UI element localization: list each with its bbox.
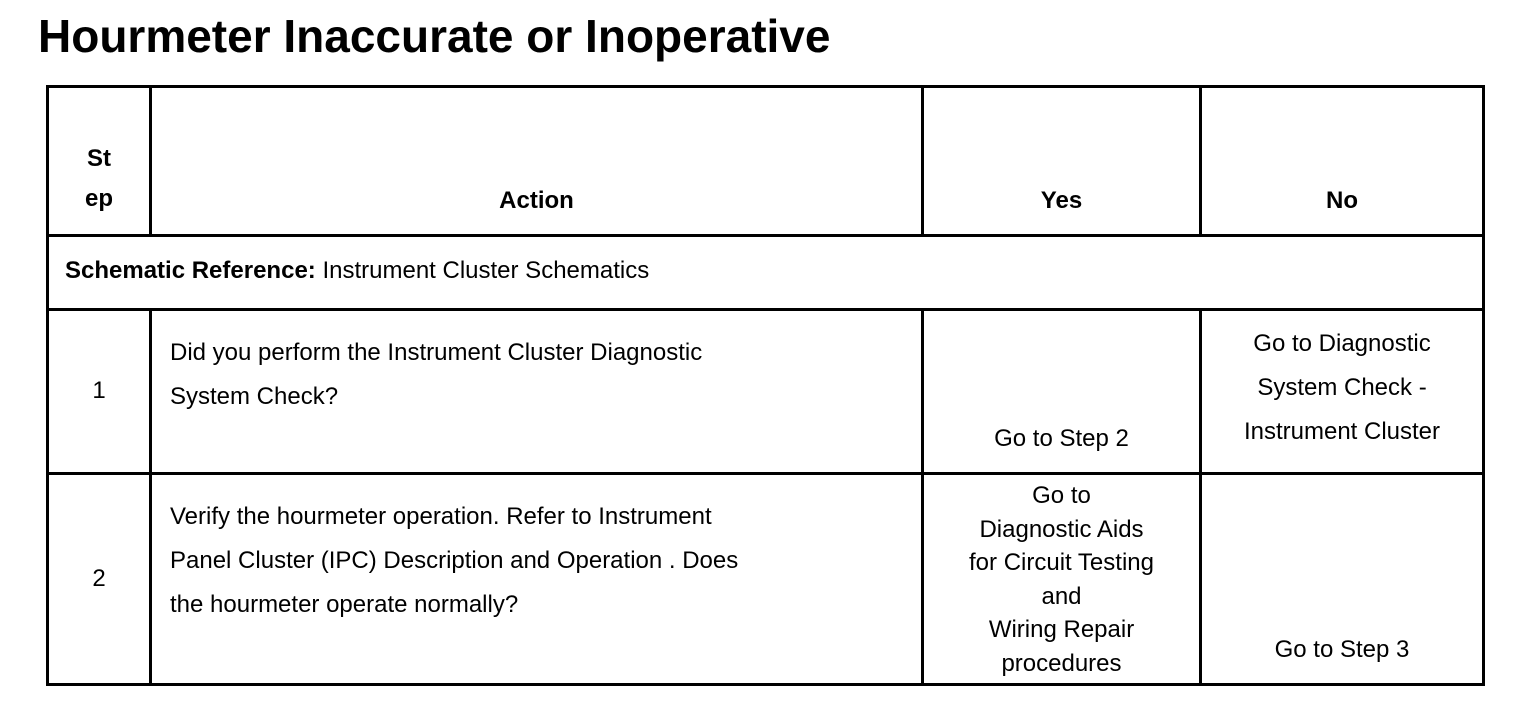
action-text-line: the hourmeter operate normally? — [170, 591, 519, 618]
action-cell — [151, 474, 923, 685]
schematic-reference-row — [48, 236, 1484, 310]
no-text-line: Go to Diagnostic — [1253, 330, 1431, 357]
action-text-line: Verify the hourmeter operation. Refer to Instrument — [170, 503, 712, 530]
step-header-line-2: ep — [84, 185, 113, 212]
yes-column-header: Yes — [923, 87, 1201, 236]
schematic-reference-value: Instrument Cluster Schematics — [315, 257, 650, 284]
yes-text-line: Diagnostic Aids — [979, 515, 1144, 543]
yes-text-line: Wiring Repair — [988, 616, 1135, 643]
yes-text-line: procedures — [1001, 649, 1122, 677]
step-column-header — [48, 87, 151, 236]
table-row — [48, 310, 1484, 474]
yes-cell — [923, 474, 1201, 685]
yes-text-line: Go to — [1032, 482, 1091, 509]
yes-text-line: and — [1041, 582, 1082, 610]
page-title: Hourmeter Inaccurate or Inoperative — [38, 10, 831, 62]
diagnostic-table — [46, 85, 1485, 686]
no-cell — [1201, 310, 1484, 474]
header-row — [48, 87, 1484, 236]
no-column-header: No — [1201, 87, 1484, 236]
yes-text-line: for Circuit Testing — [969, 549, 1154, 576]
schematic-reference-cell — [48, 236, 1484, 310]
action-text-line: Panel Cluster (IPC) Description and Operation . Does — [170, 547, 739, 574]
action-cell — [151, 310, 923, 474]
action-column-header: Action — [151, 87, 923, 236]
step-number: 1 — [48, 310, 151, 474]
no-text-line: System Check - — [1257, 374, 1427, 401]
yes-cell: Go to Step 2 — [923, 310, 1201, 474]
no-text-line: Instrument Cluster — [1243, 418, 1441, 445]
table-row — [48, 474, 1484, 685]
step-number: 2 — [48, 474, 151, 685]
action-text-line: System Check? — [170, 383, 339, 410]
schematic-reference-label: Schematic Reference: — [65, 257, 316, 284]
action-text-line: Did you perform the Instrument Cluster Diagnostic — [170, 339, 703, 366]
no-cell: Go to Step 3 — [1201, 474, 1484, 685]
step-header-line-1: St — [87, 145, 111, 172]
